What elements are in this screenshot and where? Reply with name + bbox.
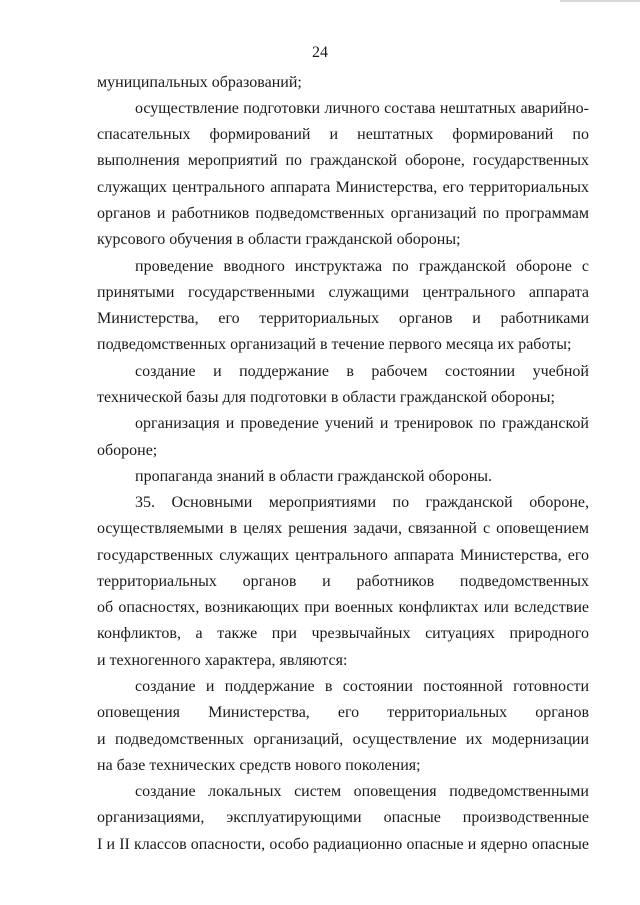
text-line: конфликтов, а также при чрезвычайных ситуациях природного [97, 625, 589, 642]
text-line: создание и поддержание в рабочем состоянии учебной [135, 363, 589, 380]
text-line: Министерства, его территориальных органов и работниками [97, 310, 589, 327]
text-line: технической базы для подготовки в области гражданской обороны; [97, 389, 555, 406]
text-line: и подведомственных организаций, осуществление их модернизации [97, 731, 589, 748]
text-line: спасательных формирований и нештатных формирований по [97, 126, 589, 143]
text-line: осуществление подготовки личного состава нештатных аварийно- [135, 100, 589, 117]
text-line: подведомственных организаций в течение первого месяца их работы; [97, 336, 572, 353]
text-line: оповещения Министерства, его территориальных органов [97, 704, 589, 721]
text-line: и техногенного характера, являются: [97, 652, 348, 669]
text-line: выполнения мероприятий по гражданской обороне, государственных [97, 152, 589, 169]
text-line: обороне; [97, 442, 158, 459]
text-line: государственных служащих центрального аппарата Министерства, его [97, 547, 589, 564]
text-line: муниципальных образований; [97, 74, 302, 91]
text-line: осуществляемыми в целях решения задачи, связанной с оповещением [97, 520, 589, 537]
text-line: I и II классов опасности, особо радиационно опасные и ядерно опасные [97, 836, 589, 853]
scan-edge-mark [560, 0, 640, 2]
text-line: принятыми государственными служащими центрального аппарата [97, 284, 589, 301]
text-line: на базе технических средств нового поколения; [97, 757, 421, 774]
text-line: территориальных органов и работников подведомственных [97, 573, 589, 590]
text-line: создание локальных систем оповещения подведомственными [135, 783, 589, 800]
text-line: организациями, эксплуатирующими опасные производственные [97, 809, 589, 826]
text-line: служащих центрального аппарата Министерства, его территориальных [97, 179, 589, 196]
text-line: 35. Основными мероприятиями по гражданской обороне, [135, 494, 589, 511]
text-line: создание и поддержание в состоянии постоянной готовности [135, 678, 589, 695]
text-line: курсового обучения в области гражданской обороны; [97, 231, 461, 248]
text-line: пропаганда знаний в области гражданской обороны. [135, 468, 493, 485]
text-line: органов и работников подведомственных организаций по программам [97, 205, 589, 222]
text-line: об опасностях, возникающих при военных конфликтах или вследствие [97, 599, 589, 616]
text-line: организация и проведение учений и тренировок по гражданской [135, 415, 589, 432]
page-number: 24 [312, 44, 328, 61]
text-line: проведение вводного инструктажа по гражданской обороне с [135, 258, 589, 275]
